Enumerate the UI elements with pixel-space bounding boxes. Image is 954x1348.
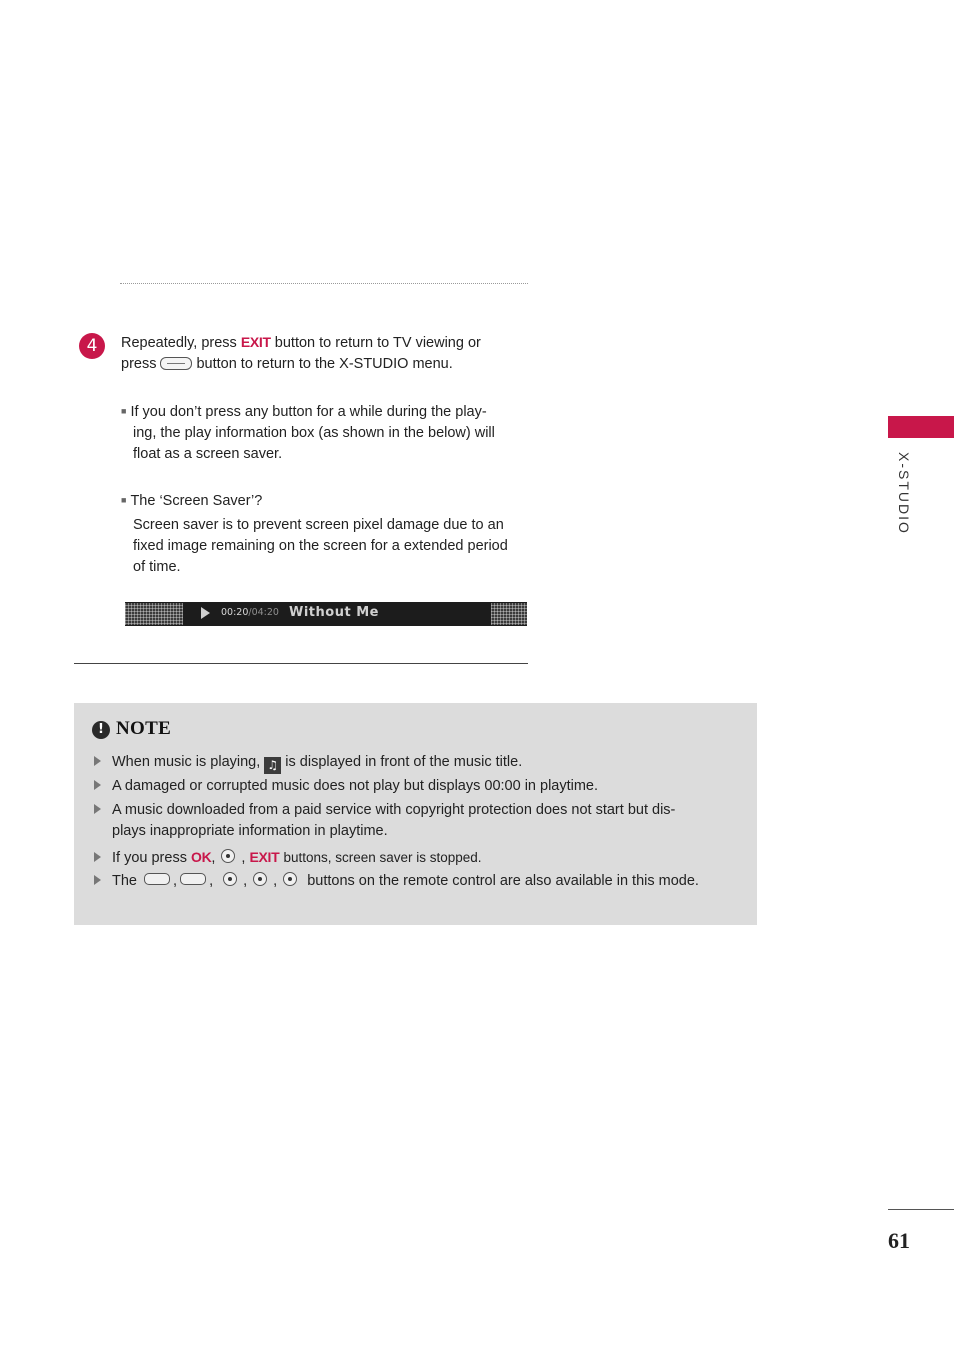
osd-track-title: Without Me — [289, 605, 379, 620]
triangle-bullet-icon — [94, 780, 101, 790]
stop-button-icon — [221, 849, 235, 863]
bullet-line: Screen saver is to prevent screen pixel damage due to an — [133, 517, 504, 533]
top-dotted-divider — [120, 283, 528, 284]
rewind-button-icon — [253, 872, 267, 886]
note-item-music-icon: When music is playing, ♫ is displayed in front of the music title. — [94, 752, 744, 774]
note-box — [74, 703, 757, 925]
music-note-icon: ♫ — [264, 757, 281, 774]
bullet-line: fixed image remaining on the screen for a extended period — [133, 538, 508, 554]
step-line-1 — [121, 332, 521, 354]
triangle-bullet-icon — [94, 875, 101, 885]
bullet-line: of time. — [133, 559, 181, 575]
play-button-icon — [144, 873, 170, 885]
play-icon — [201, 607, 210, 619]
section-side-label: X-STUDIO — [896, 452, 912, 535]
osd-right-pattern — [491, 603, 527, 625]
bullet-line: ing, the play information box (as shown in the below) will — [133, 425, 495, 441]
exit-key-label: EXIT — [249, 849, 280, 865]
triangle-bullet-icon — [94, 756, 101, 766]
xstudio-button-icon — [160, 357, 192, 370]
bullet-screen-saver-info — [121, 401, 526, 465]
fast-forward-button-icon — [283, 872, 297, 886]
page-number: 61 — [888, 1228, 910, 1253]
step-line2-pre: press — [121, 356, 157, 372]
osd-elapsed-time: 00:20 — [221, 607, 249, 618]
bullet-line: float as a screen saver. — [133, 446, 283, 462]
square-bullet-icon: ■ — [121, 406, 127, 416]
step-instruction — [121, 332, 521, 375]
triangle-bullet-icon — [94, 852, 101, 862]
stop-button-icon — [223, 872, 237, 886]
step-line1-pre: Repeatedly, press — [121, 335, 237, 351]
note-item-damaged-music: A damaged or corrupted music does not play but displays 00:00 in playtime. — [94, 776, 744, 797]
step-line2-post: button to return to the X-STUDIO menu. — [196, 356, 453, 372]
section-divider — [74, 663, 528, 664]
note-item-stop-screensaver: If you press OK, , EXIT buttons, screen saver is stopped. — [94, 847, 744, 869]
page-number-rule — [888, 1209, 954, 1210]
step-line-2 — [121, 354, 521, 375]
note-item-remote-buttons: The , , , , buttons on the remote control are also available in this mode. — [94, 871, 744, 892]
bullet-screen-saver-definition — [121, 490, 526, 578]
exit-key-label: EXIT — [240, 334, 271, 350]
osd-left-pattern — [125, 603, 183, 625]
step-number-badge: 4 — [79, 333, 105, 359]
note-heading: NOTE — [116, 718, 172, 739]
triangle-bullet-icon — [94, 804, 101, 814]
pause-button-icon — [180, 873, 206, 885]
bullet-line: ■ If you don’t press any button for a while during the play- — [121, 404, 487, 420]
osd-time — [221, 607, 279, 618]
square-bullet-icon: ■ — [121, 495, 127, 505]
play-info-osd-bar — [125, 602, 527, 626]
exclamation-icon: ! — [92, 721, 110, 739]
ok-key-label: OK — [190, 849, 212, 865]
step-line1-post: button to return to TV viewing or — [274, 335, 481, 351]
section-tab-marker — [888, 416, 954, 438]
note-item-copyright: A music downloaded from a paid service with copyright protection does not start but dis- plays inappropriate information in playtime. — [94, 800, 744, 842]
osd-total-time: /04:20 — [248, 607, 279, 618]
bullet-heading: ■ The ‘Screen Saver’? — [121, 493, 263, 509]
